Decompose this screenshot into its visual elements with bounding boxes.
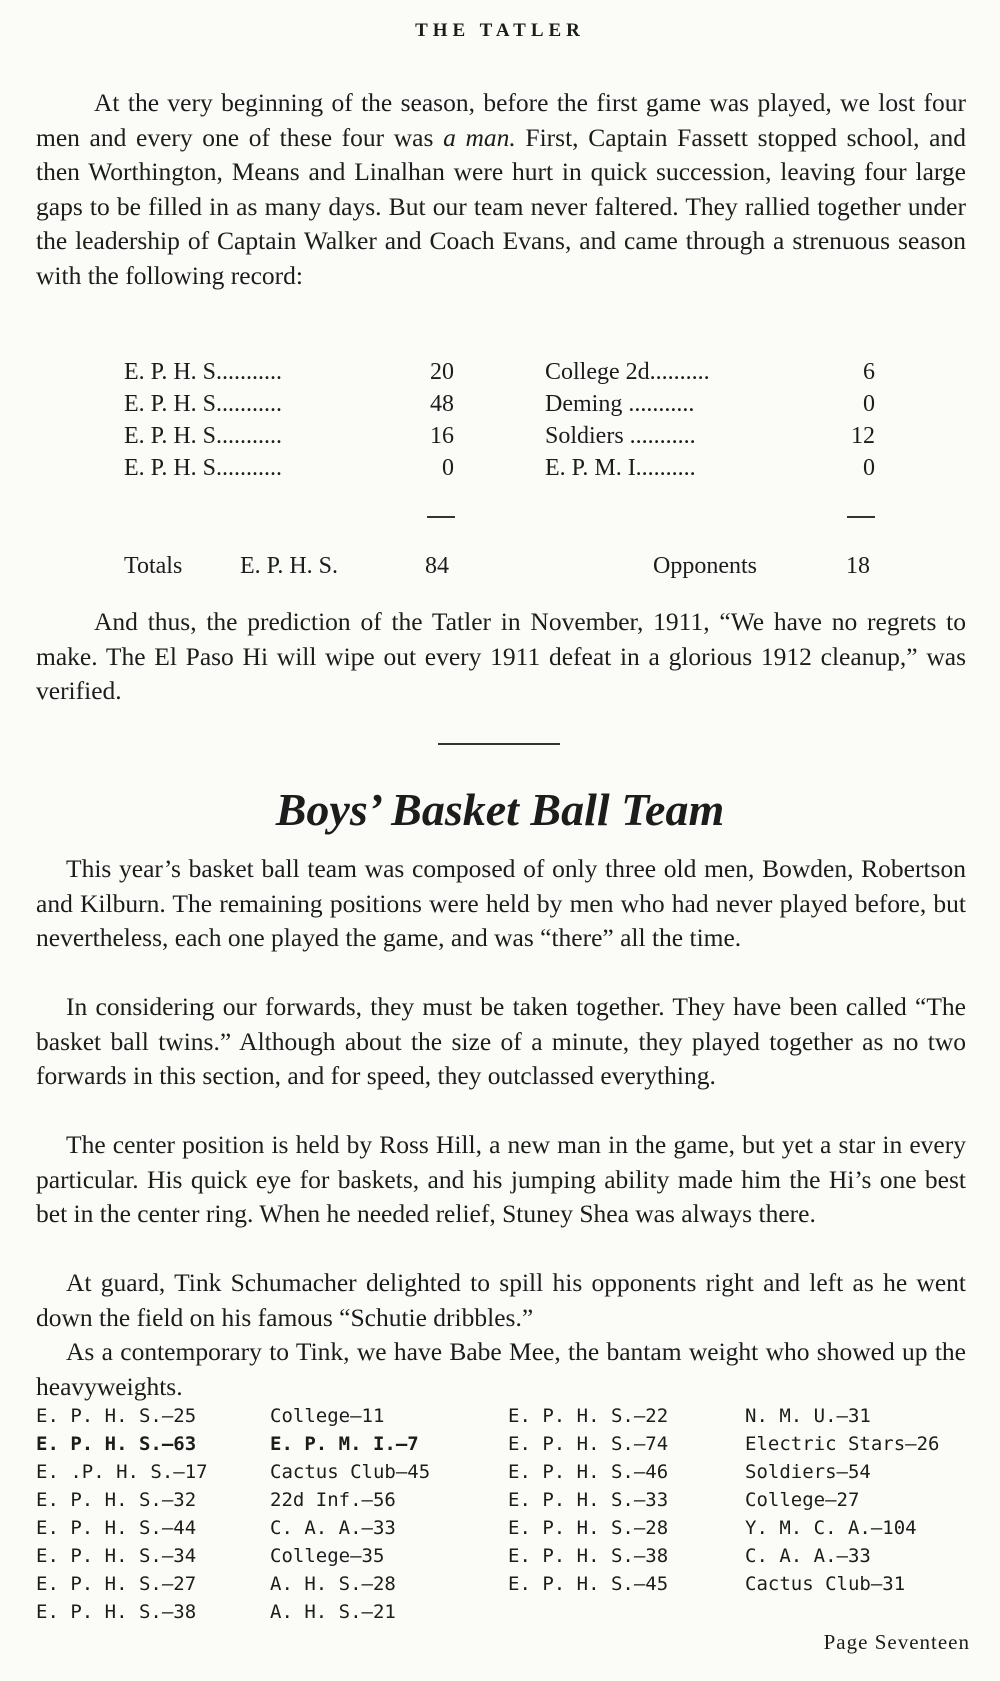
schedule-opponent: College—35 <box>270 1545 385 1567</box>
section-title: Boys’ Basket Ball Team <box>275 784 725 835</box>
page-number: Page Seventeen <box>823 1630 970 1654</box>
schedule-team: E. .P. H. S.—17 <box>36 1461 208 1483</box>
totals-opponents-label: Opponents <box>653 553 757 579</box>
basketball-paragraph: As a contemporary to Tink, we have Babe Mee, the bantam weight who showed up the heavyweights. <box>36 1337 966 1401</box>
sum-rule <box>427 516 455 518</box>
basketball-paragraph: The center position is held by Ross Hill, a new man in the game, but yet a star in every particular. His quick eye for baskets, and his jumping ability made him the Hi’s one best bet in the center ring. When he needed relief, Stuney Shea was always there. <box>36 1130 966 1228</box>
running-head: THE TATLER <box>415 20 585 41</box>
sum-rule <box>847 516 875 518</box>
schedule-team: E. P. H. S.—28 <box>508 1517 669 1539</box>
record-row-opponent: College 2d.......... 6 <box>545 359 875 385</box>
record-row-team: E. P. H. S........... 0 <box>124 455 454 481</box>
schedule-opponent: College—11 <box>270 1405 385 1427</box>
schedule-opponent: A. H. S.—28 <box>270 1573 396 1595</box>
totals-team-score: 84 <box>425 553 449 579</box>
schedule-opponent: A. H. S.—21 <box>270 1601 396 1623</box>
schedule-team: E. P. H. S.—44 <box>36 1517 197 1539</box>
schedule-team: E. P. H. S.—46 <box>508 1461 669 1483</box>
intro-text-1: At the very beginning of the season, before the first game was played, we lost four men and every one of these four was <box>36 88 966 152</box>
schedule-team: E. P. H. S.—38 <box>36 1601 197 1623</box>
schedule-opponent: C. A. A.—33 <box>270 1517 396 1539</box>
schedule-opponent: College—27 <box>745 1489 860 1511</box>
schedule-opponent: Cactus Club—31 <box>745 1573 906 1595</box>
basketball-paragraph: This year’s basket ball team was composed of only three old men, Bowden, Robertson and Kilburn. The remaining positions were held by men who had never played before, but nevertheless, each one played the game, and was “there” all the time. <box>36 854 966 952</box>
record-row-opponent: Soldiers ........... 12 <box>545 423 875 449</box>
schedule-opponent: Electric Stars—26 <box>745 1433 940 1455</box>
schedule-team: E. P. H. S.—34 <box>36 1545 197 1567</box>
record-row-team: E. P. H. S........... 48 <box>124 391 454 417</box>
schedule-team: E. P. H. S.—38 <box>508 1545 669 1567</box>
basketball-paragraph: In considering our forwards, they must be taken together. They have been called “The basket ball twins.” Although about the size of a minute, they played together as no two forwards in this section, and for speed, they outclassed everything. <box>36 992 966 1090</box>
schedule-opponent: C. A. A.—33 <box>745 1545 871 1567</box>
schedule-opponent: Cactus Club—45 <box>270 1461 431 1483</box>
schedule-opponent: 22d Inf.—56 <box>270 1489 396 1511</box>
schedule-team: E. P. H. S.—22 <box>508 1405 669 1427</box>
football-intro-paragraph <box>36 86 966 293</box>
basketball-paragraph: At guard, Tink Schumacher delighted to spill his opponents right and left as he went down the field on his famous “Schutie dribbles.” <box>36 1268 966 1332</box>
section-divider <box>438 743 560 745</box>
totals-opponents-score: 18 <box>846 553 870 579</box>
schedule-opponent: Soldiers—54 <box>745 1461 871 1483</box>
totals-team: E. P. H. S. <box>240 553 339 579</box>
intro-text-2: First, Captain Fassett stopped school, and then Worthington, Means and Linalhan were hurt in quick succession, leaving four large gaps to be filled in as many days. But our team never faltered. They rallied together under the leadership of Captain Walker and Coach Evans, and came through a strenuous season with the following record: <box>36 122 966 290</box>
schedule-team: E. P. H. S.—25 <box>36 1405 197 1427</box>
schedule-opponent: N. M. U.—31 <box>745 1405 871 1427</box>
record-row-opponent: E. P. M. I.......... 0 <box>545 455 875 481</box>
schedule-team: E. P. H. S.—32 <box>36 1489 197 1511</box>
schedule-opponent: E. P. M. I.—7 <box>270 1433 419 1455</box>
record-row-opponent: Deming ........... 0 <box>545 391 875 417</box>
record-row-team: E. P. H. S........... 20 <box>124 359 454 385</box>
schedule-team: E. P. H. S.—27 <box>36 1573 197 1595</box>
schedule-team: E. P. H. S.—63 <box>36 1433 197 1455</box>
totals-label: Totals <box>124 553 183 579</box>
schedule-opponent: Y. M. C. A.—104 <box>745 1517 917 1539</box>
schedule-team: E. P. H. S.—33 <box>508 1489 669 1511</box>
schedule-team: E. P. H. S.—45 <box>508 1573 669 1595</box>
football-closing-paragraph: And thus, the prediction of the Tatler in November, 1911, “We have no regrets to make. The El Paso Hi will wipe out every 1911 defeat in a glorious 1912 cleanup,” was verified. <box>36 607 966 705</box>
schedule-team: E. P. H. S.—74 <box>508 1433 669 1455</box>
intro-italic: a man. <box>443 122 516 152</box>
record-row-team: E. P. H. S........... 16 <box>124 423 454 449</box>
